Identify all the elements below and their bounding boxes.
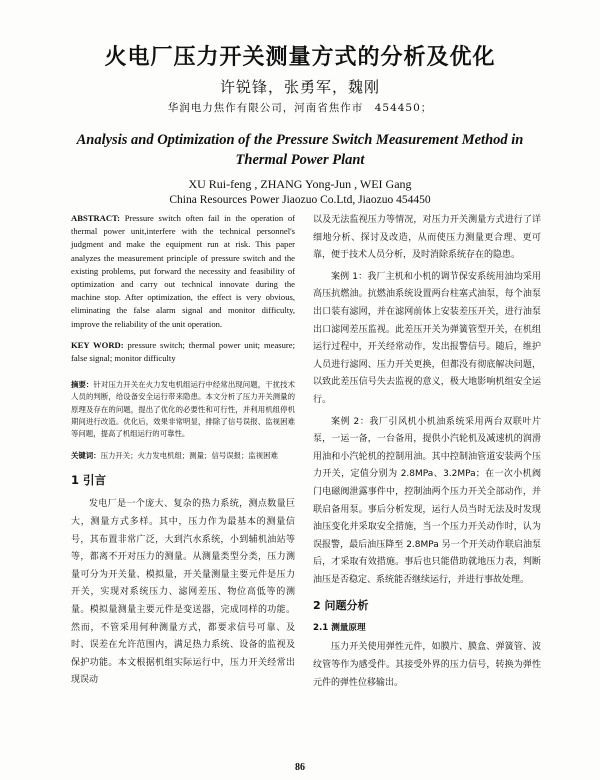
keywords-en-text: pressure switch; thermal power unit; measure; false signal; monitor difficulty xyxy=(71,339,295,364)
keywords-cn-label: 关键词： xyxy=(71,451,101,461)
page-number: 86 xyxy=(295,762,305,773)
authors-en: XU Rui-feng , ZHANG Yong-Jun , WEI Gang xyxy=(188,177,412,191)
left-column xyxy=(71,212,295,690)
case-2-paragraph: 案例 2：我厂引风机小机油系统采用两台双联叶片泵，一运一备，一台备用，提供小汽轮机及减速机的润滑用油和小汽轮机的控制用油。其中控制油管道安装两个压力开关，定值分别为 2.8MPa、3.2MPa；在一次小机阀门电磁阀泄露事件中，控制油两个压力开关全部动作，并联启备用泵。事后分析发现，运行人员当时无法及时发现油压变化并采取安全措施，当一个压力开关动作时，认为误报警，最后油压降至 2.8MPa 另一个开关动作联启油泵后，才采取有效措施。事后也只能借助就地压力表，判断油压是否稳定、系统能否继续运行，并进行事故处理。 xyxy=(313,416,541,585)
section-1-paragraph-1: 发电厂是一个庞大、复杂的热力系统，测点数量巨大，测量方式多样。其中，压力作为最基本的测量信号，其布置非常广泛，大到汽水系统，小到辅机油站等等，都离不开对压力的测量。从测量类型分类，压力测量可分为开关量、模拟量，开关量测量主要元件是压力开关，实现对系统压力、滤网差压、物位高低等的测量。模拟量测量主要元件是变送器，完成同样的功能。然而，不管采用何种测量方式，都要求信号可靠、及时、误差在允许范围内，满足热力系统、设备的监视及保护功能。本文根据机组实际运行中，压力开关经常出现误动 xyxy=(71,499,295,686)
right-column xyxy=(313,212,541,696)
affiliation-cn: 华润电力焦作有限公司，河南省焦作市 454450； xyxy=(167,102,433,114)
abstract-en-text: Pressure switch often fail in the operation of thermal power unit,interfere with the technical personnel's judgment and make the equipment run at risk. This paper analyzes the measurement principle of pressure switch and the existing problems, put forward the necessity and feasibility of optimization and carry out technical innovate during the machine stop. After optimization, the effect is very obvious, eliminating the false alarm signal and monitor difficulty, improve the reliability of the unit operation. xyxy=(71,213,295,329)
section-1-heading: 1 引言 xyxy=(71,473,107,488)
paper-title-cn: 火电厂压力开关测量方式的分析及优化 xyxy=(104,45,496,70)
section-2-1-paragraph: 压力开关使用弹性元件，如膜片、膜盒、弹簧管、波纹管等作为感受件。其接受外界的压力信号，转换为弹性元件的弹性位移输出。 xyxy=(313,642,541,688)
keywords-cn xyxy=(71,450,295,462)
abstract-en-label: ABSTRACT: xyxy=(71,213,121,223)
abstract-cn-text: 针对压力开关在火力发电机组运行中经常出现问题，干扰技术人员的判断，给设备安全运行带来隐患。本文分析了压力开关测量的原理及存在的问题，提出了优化的必要性和可行性，并利用机组停机期间进行改造。优化后，效果非常明显，排除了信号误报、监视困难等问题，提高了机组运行的可靠性。 xyxy=(71,380,295,439)
keywords-en xyxy=(71,339,295,365)
section-2-1-heading: 2.1 测量原理 xyxy=(313,623,366,634)
keywords-en-label: KEY WORD: xyxy=(71,339,124,350)
affiliation-en: China Resources Power Jiaozuo Co.Ltd, Jiaozuo 454450 xyxy=(169,194,431,206)
keywords-cn-text: 压力开关；火力发电机组；测量；信号误报；监视困难 xyxy=(100,451,278,461)
section-2-heading: 2 问题分析 xyxy=(313,599,369,613)
authors-cn: 许锐锋，张勇军，魏刚 xyxy=(219,78,380,96)
abstract-en xyxy=(71,212,295,331)
section-1-paragraph-2: 以及无法监视压力等情况，对压力开关测量方式进行了详细地分析、探讨及改造，从而使压力测量更合理、更可靠，便于技术人员分析，及时消除系统存在的隐患。 xyxy=(313,215,541,261)
abstract-cn xyxy=(71,379,295,440)
case-1-paragraph: 案例 1：我厂主机和小机的调节保安系统用油均采用高压抗燃油。抗燃油系统设置两台柱塞式油泵，每个油泵出口装有滤网，并在滤网前体上安装差压开关，进行油泵出口滤网差压监视。此差压开关为弹簧管型开关，在机组运行过程中，开关经常动作，发出报警信号。随后，维护人员进行滤网、压力开关更换，但都没有彻底解决问题，以致此差压信号失去监视的意义，极大地影响机组安全运行。 xyxy=(313,271,541,405)
paper-title-en: Analysis and Optimization of the Pressure Switch Measurement Method in Thermal Power Plant xyxy=(76,132,524,168)
abstract-cn-label: 摘要： xyxy=(71,380,94,390)
